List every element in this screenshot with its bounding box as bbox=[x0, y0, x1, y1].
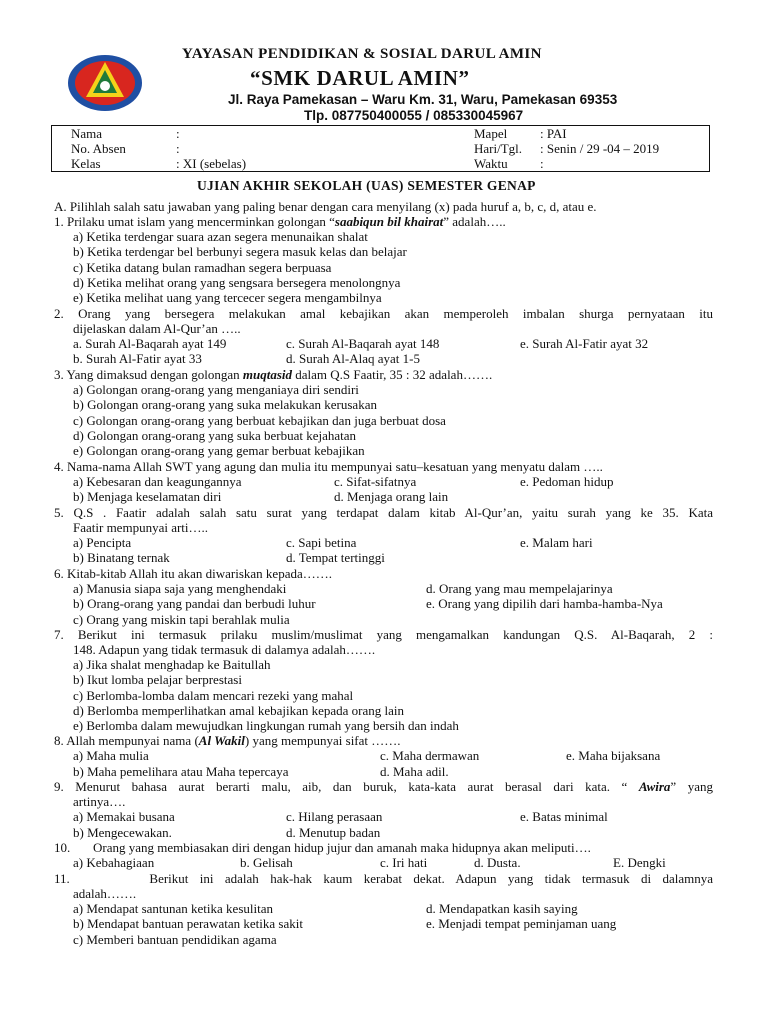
q10-option-c[interactable]: c. Iri hati bbox=[380, 855, 428, 870]
q10-option-b[interactable]: b. Gelisah bbox=[240, 855, 293, 870]
waktu-label: Waktu bbox=[474, 156, 508, 171]
q3-option-e[interactable]: e) Golongan orang-orang yang gemar berbuat kebajikan bbox=[73, 443, 365, 458]
q4-option-e[interactable]: e. Pedoman hidup bbox=[520, 474, 614, 489]
question-2-stem-cont: dijelaskan dalam Al-Qur’an ….. bbox=[73, 321, 241, 336]
question-7-stem-cont: 148. Adapun yang tidak termasuk di dalamya adalah……. bbox=[73, 642, 376, 657]
q3-option-b[interactable]: b) Golongan orang-orang yang suka melakukan kerusakan bbox=[73, 397, 377, 412]
exam-title: UJIAN AKHIR SEKOLAH (UAS) SEMESTER GENAP bbox=[197, 178, 536, 193]
school-name: “SMK DARUL AMIN” bbox=[250, 66, 470, 90]
q7-option-d[interactable]: d) Berlomba memperlihatkan amal kebajikan kepada orang lain bbox=[73, 703, 405, 718]
kelas-value: : XI (sebelas) bbox=[176, 156, 247, 171]
hari-value: : Senin / 29 -04 – 2019 bbox=[540, 141, 660, 156]
q2-option-b[interactable]: b. Surah Al-Fatir ayat 33 bbox=[73, 351, 202, 366]
q6-option-a[interactable]: a) Manusia siapa saja yang menghendaki bbox=[73, 581, 287, 596]
q2-option-c[interactable]: c. Surah Al-Baqarah ayat 148 bbox=[286, 336, 440, 351]
hari-label: Hari/Tgl. bbox=[474, 141, 523, 156]
nama-label: Nama bbox=[71, 126, 103, 141]
question-7-stem: 7. Berikut ini termasuk prilaku muslim/muslimat yang mengamalkan kandungan Q.S. Al-Baqarah, 2 : bbox=[54, 627, 713, 642]
q4-option-a[interactable]: a) Kebesaran dan keagungannya bbox=[73, 474, 242, 489]
q5-option-c[interactable]: c. Sapi betina bbox=[286, 535, 357, 550]
q6-option-b[interactable]: b) Orang-orang yang pandai dan berbudi luhur bbox=[73, 596, 316, 611]
school-logo bbox=[66, 53, 144, 113]
q9-option-c[interactable]: c. Hilang perasaan bbox=[286, 809, 383, 824]
question-3-stem: 3. Yang dimaksud dengan golongan muqtasid dalam Q.S Faatir, 35 : 32 adalah……. bbox=[54, 367, 493, 382]
waktu-value[interactable]: : bbox=[540, 156, 544, 171]
question-2-stem: 2. Orang yang bersegera melakukan amal kebajikan akan memperoleh imbalan shurga pernyataan itu bbox=[54, 306, 713, 321]
school-address: Jl. Raya Pamekasan – Waru Km. 31, Waru, Pamekasan 69353 bbox=[228, 92, 618, 107]
q7-option-e[interactable]: e) Berlomba dalam mewujudkan lingkungan rumah yang bersih dan indah bbox=[73, 718, 459, 733]
q3-option-d[interactable]: d) Golongan orang-orang yang suka berbuat kejahatan bbox=[73, 428, 357, 443]
instructions: A. Pilihlah salah satu jawaban yang paling benar dengan cara menyilang (x) pada huruf a, b, c, d, atau e. bbox=[54, 199, 597, 214]
q9-option-b[interactable]: b) Mengecewakan. bbox=[73, 825, 172, 840]
kelas-label: Kelas bbox=[71, 156, 101, 171]
q11-option-e[interactable]: e. Menjadi tempat peminjaman uang bbox=[426, 916, 617, 931]
mapel-label: Mapel bbox=[474, 126, 508, 141]
question-9-stem: 9. Menurut bahasa aurat berarti malu, aib, dan buruk, kata-kata aurat berasal dari kata. “ Awira” yang bbox=[54, 779, 713, 794]
q5-option-b[interactable]: b) Binatang ternak bbox=[73, 550, 170, 565]
q1-option-c[interactable]: c) Ketika datang bulan ramadhan segera berpuasa bbox=[73, 260, 332, 275]
absen-value[interactable]: : bbox=[176, 141, 180, 156]
q1-option-a[interactable]: a) Ketika terdengar suara azan segera menunaikan shalat bbox=[73, 229, 368, 244]
q11-option-c[interactable]: c) Memberi bantuan pendidikan agama bbox=[73, 932, 277, 947]
nama-value[interactable]: : bbox=[176, 126, 180, 141]
q7-option-a[interactable]: a) Jika shalat menghadap ke Baitullah bbox=[73, 657, 271, 672]
absen-label: No. Absen bbox=[71, 141, 126, 156]
q6-option-d[interactable]: d. Orang yang mau mempelajarinya bbox=[426, 581, 613, 596]
q2-option-a[interactable]: a. Surah Al-Baqarah ayat 149 bbox=[73, 336, 227, 351]
q5-option-e[interactable]: e. Malam hari bbox=[520, 535, 593, 550]
q7-option-c[interactable]: c) Berlomba-lomba dalam mencari rezeki yang mahal bbox=[73, 688, 354, 703]
q9-option-e[interactable]: e. Batas minimal bbox=[520, 809, 608, 824]
q10-option-d[interactable]: d. Dusta. bbox=[474, 855, 521, 870]
question-9-stem-cont: artinya…. bbox=[73, 794, 126, 809]
q2-option-d[interactable]: d. Surah Al-Alaq ayat 1-5 bbox=[286, 351, 420, 366]
q5-option-d[interactable]: d. Tempat tertinggi bbox=[286, 550, 385, 565]
q7-option-b[interactable]: b) Ikut lomba pelajar berprestasi bbox=[73, 672, 242, 687]
q11-option-a[interactable]: a) Mendapat santunan ketika kesulitan bbox=[73, 901, 273, 916]
q10-option-e[interactable]: E. Dengki bbox=[613, 855, 666, 870]
question-11-stem: 11. Berikut ini adalah hak-hak kaum kerabat dekat. Adapun yang tidak termasuk di dalamnya bbox=[54, 871, 713, 886]
q1-option-b[interactable]: b) Ketika terdengar bel berbunyi segera masuk kelas dan belajar bbox=[73, 244, 407, 259]
q8-option-a[interactable]: a) Maha mulia bbox=[73, 748, 149, 763]
q2-option-e[interactable]: e. Surah Al-Fatir ayat 32 bbox=[520, 336, 649, 351]
org-name: YAYASAN PENDIDIKAN & SOSIAL DARUL AMIN bbox=[182, 46, 542, 62]
q4-option-c[interactable]: c. Sifat-sifatnya bbox=[334, 474, 417, 489]
q8-option-d[interactable]: d. Maha adil. bbox=[380, 764, 449, 779]
question-10-stem: 10. Orang yang membiasakan diri dengan hidup jujur dan amanah maka hidupnya akan meliputi…. bbox=[54, 840, 591, 855]
question-1-stem: 1. Prilaku umat islam yang mencerminkan golongan “saabiqun bil khairat” adalah….. bbox=[54, 214, 506, 229]
q1-option-d[interactable]: d) Ketika melihat orang yang sengsara bersegera menolongnya bbox=[73, 275, 401, 290]
q8-option-e[interactable]: e. Maha bijaksana bbox=[566, 748, 661, 763]
school-phone: Tlp. 087750400055 / 085330045967 bbox=[304, 108, 524, 123]
q3-option-a[interactable]: a) Golongan orang-orang yang menganiaya diri sendiri bbox=[73, 382, 359, 397]
question-5-stem-cont: Faatir mempunyai arti….. bbox=[73, 520, 209, 535]
q5-option-a[interactable]: a) Pencipta bbox=[73, 535, 132, 550]
q10-option-a[interactable]: a) Kebahagiaan bbox=[73, 855, 155, 870]
q9-option-d[interactable]: d. Menutup badan bbox=[286, 825, 381, 840]
q4-option-b[interactable]: b) Menjaga keselamatan diri bbox=[73, 489, 222, 504]
q6-option-c[interactable]: c) Orang yang miskin tapi berahlak mulia bbox=[73, 612, 290, 627]
question-4-stem: 4. Nama-nama Allah SWT yang agung dan mulia itu mempunyai satu–kesatuan yang menyatu dalam ….. bbox=[54, 459, 603, 474]
q6-option-e[interactable]: e. Orang yang dipilih dari hamba-hamba-Nya bbox=[426, 596, 663, 611]
question-8-stem: 8. Allah mempunyai nama (Al Wakil) yang mempunyai sifat ……. bbox=[54, 733, 401, 748]
q8-option-c[interactable]: c. Maha dermawan bbox=[380, 748, 480, 763]
q4-option-d[interactable]: d. Menjaga orang lain bbox=[334, 489, 449, 504]
question-6-stem: 6. Kitab-kitab Allah itu akan diwariskan kepada……. bbox=[54, 566, 332, 581]
q11-option-d[interactable]: d. Mendapatkan kasih saying bbox=[426, 901, 578, 916]
q1-option-e[interactable]: e) Ketika melihat uang yang tercecer segera mengambilnya bbox=[73, 290, 382, 305]
question-11-stem-cont: adalah……. bbox=[73, 886, 137, 901]
mapel-value: : PAI bbox=[540, 126, 567, 141]
q8-option-b[interactable]: b) Maha pemelihara atau Maha tepercaya bbox=[73, 764, 289, 779]
q9-option-a[interactable]: a) Memakai busana bbox=[73, 809, 175, 824]
question-5-stem: 5. Q.S . Faatir adalah salah satu surat yang terdapat dalam kitab Al-Qur’an, yaitu surah yang ke 35. Kata bbox=[54, 505, 713, 520]
q3-option-c[interactable]: c) Golongan orang-orang yang berbuat kebajikan dan juga berbuat dosa bbox=[73, 413, 446, 428]
q11-option-b[interactable]: b) Mendapat bantuan perawatan ketika sakit bbox=[73, 916, 303, 931]
